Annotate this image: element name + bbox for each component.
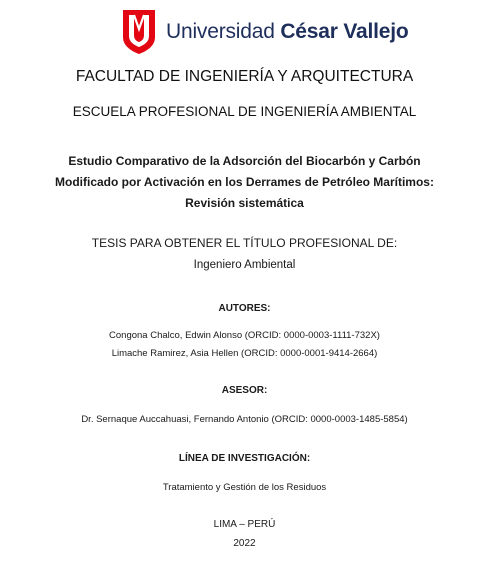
ucv-red-shield-icon (122, 9, 156, 55)
university-name-bold: César Vallejo (280, 20, 409, 43)
degree-name: Ingeniero Ambiental (193, 259, 296, 271)
university-name-regular: Universidad (166, 20, 275, 43)
research-line-label: LÍNEA DE INVESTIGACIÓN: (178, 453, 311, 464)
place: LIMA – PERÚ (213, 519, 276, 530)
year: 2022 (233, 538, 256, 549)
author-entry: Limache Ramirez, Asia Hellen (ORCID: 0000-0001-9414-2664) (111, 348, 378, 359)
school-heading: ESCUELA PROFESIONAL DE INGENIERÍA AMBIENTAL (72, 104, 417, 119)
thesis-title-line: Revisión sistemática (185, 196, 304, 210)
advisor-label: ASESOR: (221, 385, 268, 396)
advisor-entry: Dr. Sernaque Auccahuasi, Fernando Antonio (ORCID: 0000-0003-1485-5854) (81, 414, 408, 425)
research-line: Tratamiento y Gestión de los Residuos (162, 482, 327, 493)
thesis-title (0, 151, 489, 214)
thesis-title-line: Estudio Comparativo de la Adsorción del Biocarbón y Carbón (68, 154, 421, 168)
authors-label: AUTORES: (218, 303, 271, 314)
author-entry: Congona Chalco, Edwin Alonso (ORCID: 0000-0003-1111-732X) (109, 330, 380, 341)
thesis-title-line: Modificado por Activación en los Derrames de Petróleo Marítimos: (55, 175, 434, 189)
thesis-purpose: TESIS PARA OBTENER EL TÍTULO PROFESIONAL DE: (91, 236, 398, 250)
faculty-heading: FACULTAD DE INGENIERÍA Y ARQUITECTURA (75, 68, 414, 85)
university-logo (122, 8, 408, 56)
university-name (166, 20, 408, 44)
